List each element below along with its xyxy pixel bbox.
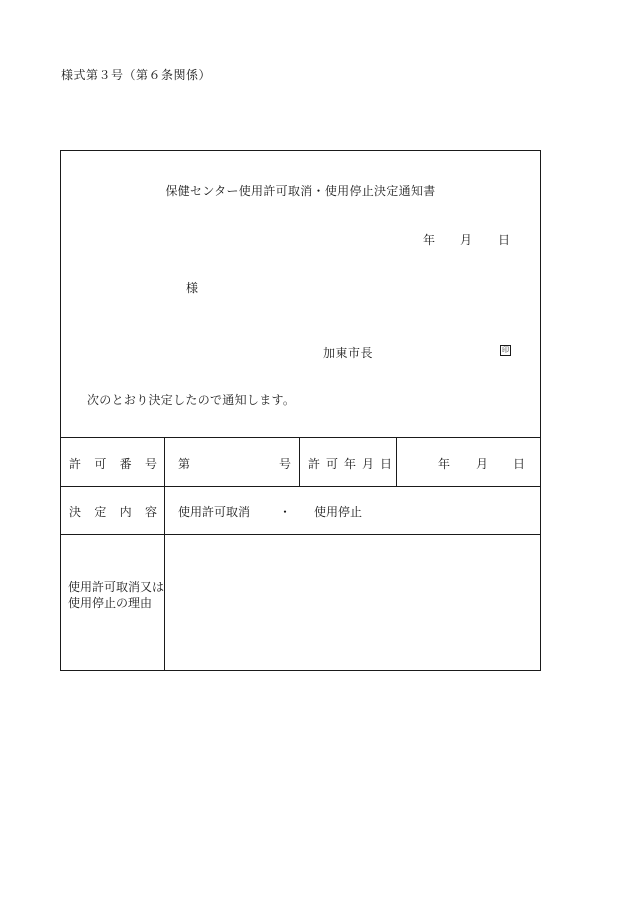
label-column-divider (164, 437, 165, 670)
recipient-honorific: 様 (186, 281, 199, 295)
form-reference: 様式第３号（第６条関係） (61, 68, 212, 82)
permit-number-divider (299, 437, 300, 486)
date-year-unit: 年 (423, 233, 436, 247)
table-row-divider-1 (61, 486, 540, 487)
notice-form (60, 150, 541, 671)
table-row-divider-2 (61, 534, 540, 535)
reason-label: 使用許可取消又は使用停止の理由 (68, 580, 165, 610)
permit-date-label: 許 可 年 月 日 (308, 457, 392, 471)
issuer-name: 加東市長 (323, 346, 374, 360)
notice-text: 次のとおり決定したので通知します。 (87, 393, 296, 407)
decision-option-suspension: 使用停止 (314, 505, 363, 519)
permit-date-divider (396, 437, 397, 486)
permit-date-month-unit: 月 (476, 457, 489, 471)
seal-mark: 印 (502, 346, 509, 354)
permit-number-suffix: 号 (279, 457, 292, 471)
permit-number-prefix: 第 (178, 457, 191, 471)
notice-header-section (61, 151, 540, 437)
decision-separator: ・ (279, 505, 292, 519)
permit-date-year-unit: 年 (438, 457, 451, 471)
date-month-unit: 月 (460, 233, 473, 247)
permit-date-day-unit: 日 (513, 457, 526, 471)
date-day-unit: 日 (498, 233, 511, 247)
table-top-rule (61, 437, 540, 438)
decision-option-revocation: 使用許可取消 (178, 505, 251, 519)
permit-number-label: 許 可 番 号 (69, 457, 157, 471)
decision-label: 決 定 内 容 (69, 505, 157, 519)
document-title: 保健センター使用許可取消・使用停止決定通知書 (165, 184, 436, 198)
